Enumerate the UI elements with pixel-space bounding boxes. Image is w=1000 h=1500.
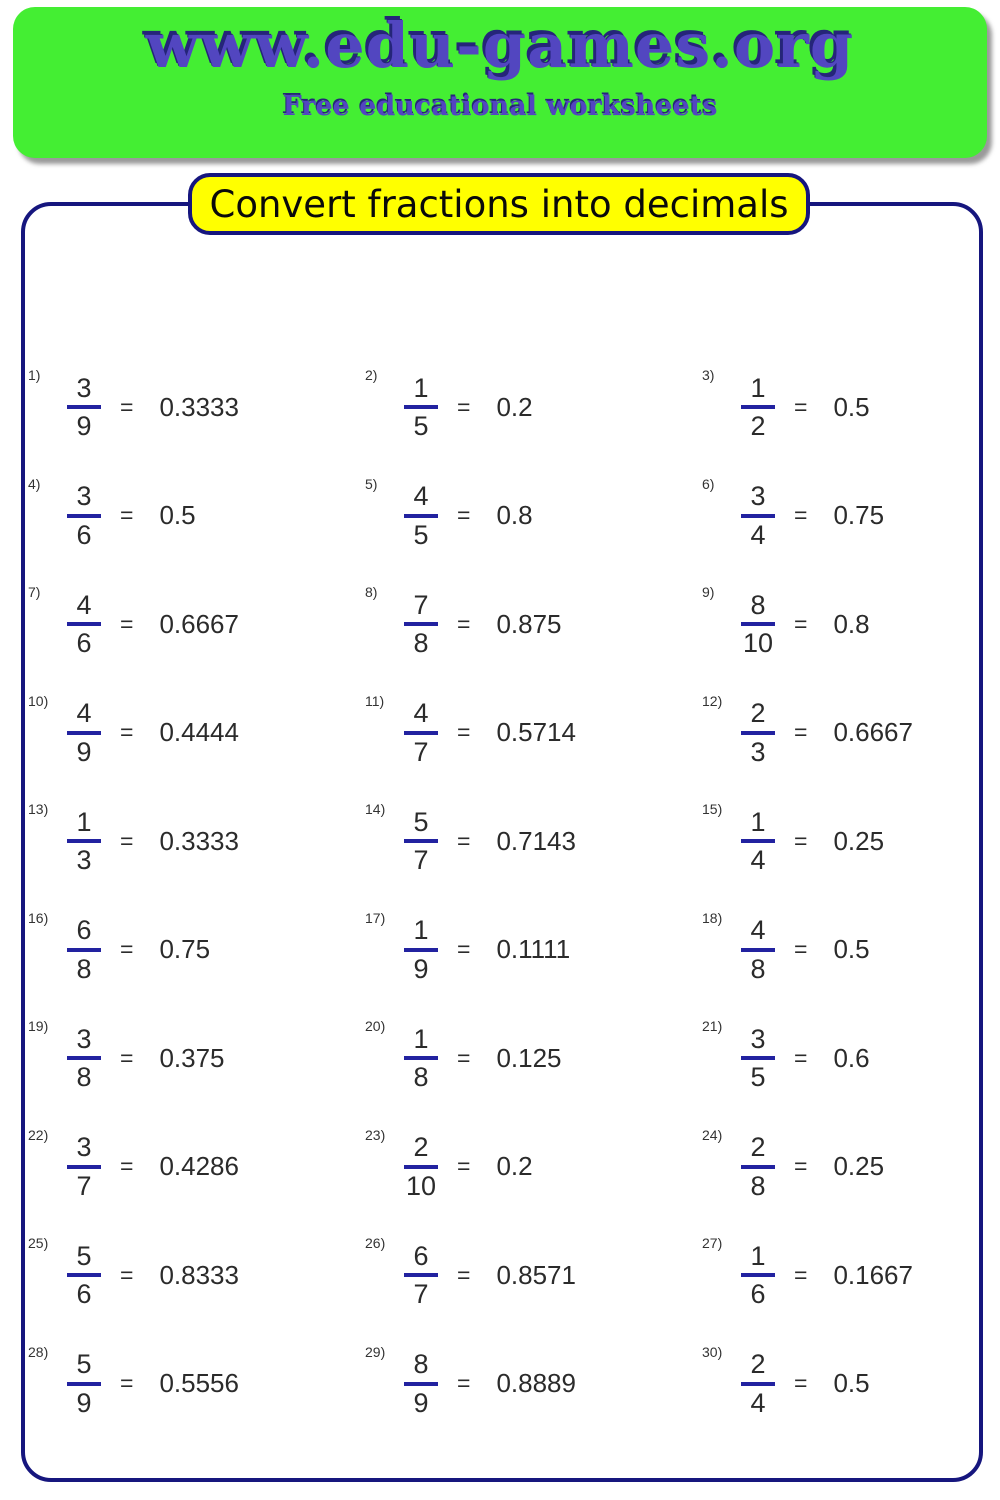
answer-value: 0.5: [833, 391, 870, 422]
answer-value: 0.4286: [159, 1151, 239, 1182]
fraction-bar: [67, 1382, 101, 1386]
fraction-bar: [741, 1165, 775, 1169]
fraction: [399, 808, 443, 875]
fraction-bar: [741, 1382, 775, 1386]
fraction: [736, 374, 780, 441]
problem-number: 3): [702, 367, 715, 383]
fraction-denominator: 4: [750, 1387, 766, 1418]
fraction: [62, 808, 106, 875]
problem-number: 20): [365, 1018, 386, 1034]
problem-number: 21): [702, 1018, 723, 1034]
fraction: [399, 699, 443, 766]
fraction-numerator: 5: [76, 1349, 92, 1380]
equals-sign: =: [794, 610, 808, 637]
fraction-denominator: 8: [750, 953, 766, 984]
problem-number: 9): [702, 584, 715, 600]
fraction-denominator: 7: [413, 736, 429, 767]
problem-item: [700, 1004, 976, 1113]
fraction-denominator: 8: [76, 953, 92, 984]
fraction-bar: [741, 839, 775, 843]
answer-value: 0.25: [833, 825, 885, 856]
fraction-numerator: 1: [750, 1240, 766, 1271]
fraction-bar: [67, 622, 101, 626]
worksheet-title-badge: [188, 173, 810, 235]
answer-value: 0.8889: [496, 1368, 576, 1399]
site-tagline: Free educational worksheets: [282, 91, 718, 122]
answer-value: 0.5: [833, 1368, 870, 1399]
fraction-numerator: 1: [413, 915, 429, 946]
answer-value: 0.125: [496, 1042, 562, 1073]
equals-sign: =: [120, 610, 134, 637]
problem-item: [26, 1221, 363, 1330]
fraction-bar: [741, 1273, 775, 1277]
problem-item: [700, 787, 976, 896]
problem-item: [26, 787, 363, 896]
fraction-numerator: 1: [750, 372, 766, 403]
problem-item: [26, 1113, 363, 1222]
fraction-bar: [67, 405, 101, 409]
problem-number: 15): [702, 801, 723, 817]
problem-number: 13): [28, 801, 49, 817]
problem-item: [700, 462, 976, 571]
problem-number: 23): [365, 1126, 386, 1143]
problem-item: [363, 1330, 700, 1439]
equals-sign: =: [794, 719, 808, 746]
problem-item: [363, 1004, 700, 1113]
problem-number: 12): [702, 692, 723, 709]
problem-number: 2): [365, 367, 378, 383]
fraction-bar: [404, 839, 438, 843]
answer-value: 0.1111: [496, 934, 571, 965]
fraction-numerator: 1: [413, 1023, 429, 1054]
problem-item: [700, 1221, 976, 1330]
fraction: [736, 591, 780, 658]
fraction-numerator: 3: [76, 1132, 92, 1163]
answer-value: 0.2: [496, 1151, 533, 1182]
problem-number: 26): [365, 1235, 386, 1251]
equals-sign: =: [457, 719, 471, 746]
fraction-bar: [404, 1382, 438, 1386]
problem-number: 7): [28, 584, 41, 600]
problem-item: [363, 570, 700, 679]
problem-number: 11): [365, 692, 385, 709]
fraction-denominator: 5: [750, 1062, 766, 1093]
equals-sign: =: [794, 1044, 808, 1071]
problem-number: 16): [28, 909, 49, 926]
answer-value: 0.6667: [833, 717, 913, 748]
fraction-denominator: 9: [76, 736, 92, 767]
fraction-denominator: 9: [413, 1387, 429, 1418]
equals-sign: =: [794, 1261, 808, 1288]
fraction-bar: [67, 839, 101, 843]
problem-number: 27): [702, 1235, 723, 1251]
fraction: [736, 482, 780, 549]
fraction-denominator: 7: [413, 845, 429, 876]
fraction: [736, 916, 780, 983]
fraction: [62, 1025, 106, 1092]
fraction: [62, 1133, 106, 1200]
fraction-bar: [404, 1056, 438, 1060]
problem-number: 22): [28, 1126, 49, 1143]
fraction-bar: [404, 622, 438, 626]
problem-number: 28): [28, 1343, 49, 1360]
fraction-bar: [741, 405, 775, 409]
fraction-numerator: 4: [413, 481, 429, 512]
fraction-denominator: 9: [413, 953, 429, 984]
fraction-numerator: 4: [413, 698, 429, 729]
problem-number: 25): [28, 1235, 49, 1251]
problem-item: [700, 679, 976, 788]
problem-item: [700, 1113, 976, 1222]
fraction-denominator: 8: [76, 1062, 92, 1093]
fraction: [736, 808, 780, 875]
answer-value: 0.8: [496, 500, 533, 531]
problem-item: [700, 1330, 976, 1439]
fraction: [62, 1242, 106, 1309]
fraction: [62, 916, 106, 983]
equals-sign: =: [794, 936, 808, 963]
fraction-numerator: 7: [413, 589, 429, 620]
fraction-numerator: 1: [413, 372, 429, 403]
fraction: [399, 482, 443, 549]
fraction-bar: [741, 514, 775, 518]
fraction: [62, 374, 106, 441]
problem-item: [700, 353, 976, 462]
problem-number: 24): [702, 1126, 723, 1143]
answer-value: 0.375: [159, 1042, 225, 1073]
answer-value: 0.5: [833, 934, 870, 965]
fraction-denominator: 6: [76, 519, 92, 550]
problem-number: 4): [28, 475, 41, 492]
problem-number: 17): [365, 909, 386, 926]
equals-sign: =: [120, 1044, 134, 1071]
fraction: [62, 482, 106, 549]
problem-item: [363, 1113, 700, 1222]
answer-value: 0.6: [833, 1042, 870, 1073]
equals-sign: =: [794, 827, 808, 854]
fraction-numerator: 2: [750, 1349, 766, 1380]
fraction-denominator: 3: [76, 845, 92, 876]
answer-value: 0.8: [833, 608, 870, 639]
fraction-denominator: 2: [750, 411, 766, 442]
fraction-numerator: 1: [750, 806, 766, 837]
equals-sign: =: [120, 1153, 134, 1180]
fraction-numerator: 5: [76, 1240, 92, 1271]
answer-value: 0.4444: [159, 717, 239, 748]
fraction-bar: [67, 1273, 101, 1277]
equals-sign: =: [457, 1044, 471, 1071]
equals-sign: =: [457, 1153, 471, 1180]
fraction: [399, 916, 443, 983]
problem-number: 5): [365, 475, 378, 492]
fraction-numerator: 3: [76, 372, 92, 403]
problem-number: 19): [28, 1018, 49, 1034]
fraction: [736, 1242, 780, 1309]
answer-value: 0.875: [496, 608, 562, 639]
equals-sign: =: [457, 502, 471, 529]
equals-sign: =: [457, 936, 471, 963]
answer-value: 0.25: [833, 1151, 885, 1182]
problem-item: [363, 679, 700, 788]
equals-sign: =: [120, 393, 134, 420]
fraction: [399, 1350, 443, 1417]
fraction-bar: [67, 731, 101, 735]
problem-item: [26, 570, 363, 679]
fraction: [736, 1025, 780, 1092]
answer-value: 0.5: [159, 500, 196, 531]
problem-item: [26, 353, 363, 462]
problem-number: 10): [28, 692, 49, 709]
fraction-denominator: 3: [750, 736, 766, 767]
equals-sign: =: [120, 936, 134, 963]
equals-sign: =: [120, 827, 134, 854]
fraction-denominator: 4: [750, 519, 766, 550]
fraction-numerator: 3: [76, 481, 92, 512]
problem-item: [363, 1221, 700, 1330]
fraction-numerator: 8: [413, 1349, 429, 1380]
fraction: [399, 374, 443, 441]
fraction-denominator: 9: [76, 411, 92, 442]
problem-item: [26, 679, 363, 788]
fraction-numerator: 2: [750, 1132, 766, 1163]
fraction-numerator: 4: [76, 589, 92, 620]
equals-sign: =: [120, 1370, 134, 1397]
answer-value: 0.5556: [159, 1368, 239, 1399]
fraction-numerator: 4: [750, 915, 766, 946]
problem-item: [363, 353, 700, 462]
fraction: [399, 591, 443, 658]
fraction-bar: [741, 731, 775, 735]
fraction-bar: [67, 514, 101, 518]
equals-sign: =: [120, 719, 134, 746]
fraction-bar: [741, 948, 775, 952]
fraction: [736, 1133, 780, 1200]
fraction: [736, 1350, 780, 1417]
problem-item: [363, 896, 700, 1005]
worksheet-title: Convert fractions into decimals: [209, 182, 789, 226]
fraction-numerator: 2: [413, 1132, 429, 1163]
fraction-bar: [404, 514, 438, 518]
fraction-denominator: 5: [413, 519, 429, 550]
fraction: [399, 1242, 443, 1309]
equals-sign: =: [794, 1153, 808, 1180]
answer-value: 0.8571: [496, 1259, 576, 1290]
fraction-bar: [404, 948, 438, 952]
answer-value: 0.75: [833, 500, 885, 531]
problem-number: 8): [365, 584, 378, 600]
answer-value: 0.3333: [159, 391, 239, 422]
fraction-bar: [67, 948, 101, 952]
problem-item: [363, 787, 700, 896]
fraction-bar: [404, 731, 438, 735]
problem-number: 30): [702, 1343, 723, 1360]
problem-item: [363, 462, 700, 571]
problems-grid: [26, 202, 976, 1438]
fraction-bar: [67, 1056, 101, 1060]
fraction: [62, 591, 106, 658]
equals-sign: =: [794, 393, 808, 420]
answer-value: 0.75: [159, 934, 211, 965]
fraction-bar: [404, 1273, 438, 1277]
site-title: www.edu-games.org: [145, 9, 855, 82]
problem-item: [26, 462, 363, 571]
fraction-numerator: 6: [413, 1240, 429, 1271]
fraction-denominator: 7: [413, 1279, 429, 1310]
equals-sign: =: [457, 827, 471, 854]
fraction-denominator: 8: [750, 1170, 766, 1201]
fraction-denominator: 7: [76, 1170, 92, 1201]
fraction: [399, 1133, 443, 1200]
fraction-numerator: 3: [750, 1023, 766, 1054]
fraction-bar: [404, 405, 438, 409]
fraction-numerator: 4: [76, 698, 92, 729]
fraction-numerator: 3: [750, 481, 766, 512]
fraction-numerator: 5: [413, 806, 429, 837]
fraction-denominator: 10: [405, 1170, 437, 1201]
equals-sign: =: [457, 1261, 471, 1288]
fraction-denominator: 9: [76, 1387, 92, 1418]
equals-sign: =: [457, 1370, 471, 1397]
fraction: [62, 699, 106, 766]
fraction-denominator: 6: [76, 1279, 92, 1310]
equals-sign: =: [794, 502, 808, 529]
answer-value: 0.5714: [496, 717, 576, 748]
fraction-numerator: 6: [76, 915, 92, 946]
answer-value: 0.3333: [159, 825, 239, 856]
fraction-denominator: 5: [413, 411, 429, 442]
fraction-bar: [741, 1056, 775, 1060]
fraction-numerator: 3: [76, 1023, 92, 1054]
problem-item: [700, 570, 976, 679]
equals-sign: =: [457, 393, 471, 420]
fraction: [399, 1025, 443, 1092]
fraction-denominator: 8: [413, 1062, 429, 1093]
fraction-bar: [404, 1165, 438, 1169]
problem-number: 29): [365, 1343, 386, 1360]
problem-number: 18): [702, 909, 723, 926]
answer-value: 0.6667: [159, 608, 239, 639]
fraction-numerator: 8: [750, 589, 766, 620]
equals-sign: =: [120, 1261, 134, 1288]
answer-value: 0.8333: [159, 1259, 239, 1290]
problem-number: 1): [28, 367, 41, 383]
problem-number: 14): [365, 801, 386, 817]
answer-value: 0.2: [496, 391, 533, 422]
fraction-bar: [741, 622, 775, 626]
answer-value: 0.1667: [833, 1259, 913, 1290]
fraction-denominator: 6: [750, 1279, 766, 1310]
fraction-bar: [67, 1165, 101, 1169]
fraction-denominator: 10: [742, 628, 774, 659]
equals-sign: =: [457, 610, 471, 637]
fraction-denominator: 6: [76, 628, 92, 659]
problem-number: 6): [702, 475, 715, 492]
problem-item: [700, 896, 976, 1005]
fraction-numerator: 2: [750, 698, 766, 729]
fraction-denominator: 4: [750, 845, 766, 876]
fraction-denominator: 8: [413, 628, 429, 659]
answer-value: 0.7143: [496, 825, 576, 856]
equals-sign: =: [794, 1370, 808, 1397]
problem-item: [26, 1004, 363, 1113]
problem-item: [26, 896, 363, 1005]
fraction-numerator: 1: [76, 806, 92, 837]
fraction: [736, 699, 780, 766]
problem-item: [26, 1330, 363, 1439]
fraction: [62, 1350, 106, 1417]
equals-sign: =: [120, 502, 134, 529]
site-header: [13, 7, 987, 158]
